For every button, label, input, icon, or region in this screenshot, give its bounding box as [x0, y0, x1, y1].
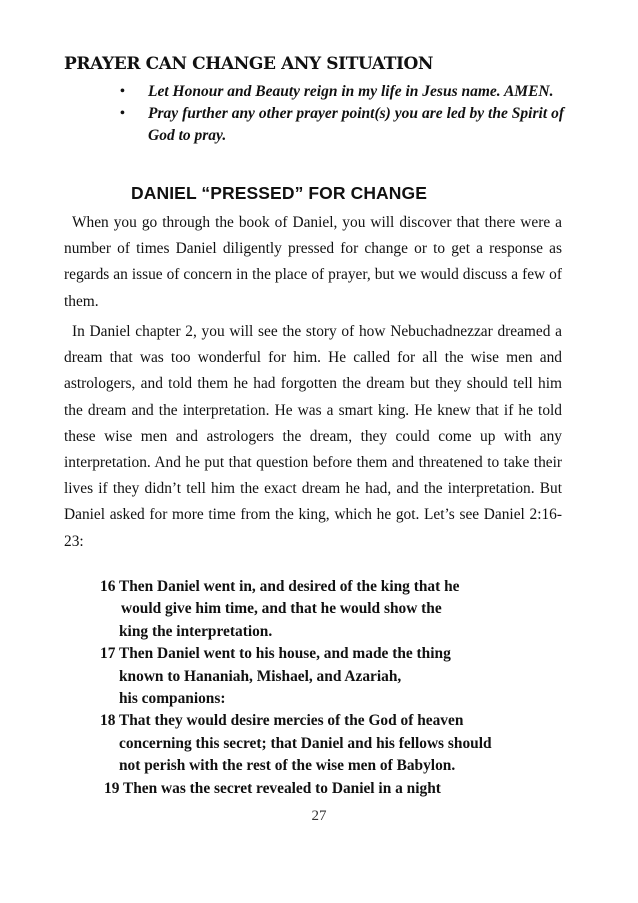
verse-18-line: not perish with the rest of the wise men of Babylon.: [119, 757, 456, 775]
verse-16-line: 16 Then Daniel went in, and desired of the king that he: [100, 578, 460, 595]
body-paragraph: When you go through the book of Daniel, you will discover that there were a number of times Daniel diligently pressed for change or to get a response as regards an issue of concern in the place of prayer, but we would discuss a few of them.: [64, 214, 562, 310]
verse-17-line: his companions:: [119, 690, 226, 708]
bullet-icon: •: [120, 84, 125, 99]
body-paragraph: In Daniel chapter 2, you will see the story of how Nebuchadnezzar dreamed a dream that was too wonderful for him. He called for all the wise men and astrologers, and told them he had forgotten the dream but they should tell him the dream and the interpretation. He was a smart king. He knew that if he told these wise men and astrologers the dream, they could come up with any interpretation. And he put that question before them and threatened to take their lives if they didn’t tell him the exact dream he had, and the interpretation. But Daniel asked for more time from the king, which he got. Let’s see Daniel 2:16-23:: [64, 323, 562, 550]
verse-18-line: 18 That they would desire mercies of the God of heaven: [100, 712, 464, 730]
verse-19-line: 19 Then was the secret revealed to Daniel in a night: [104, 779, 441, 797]
verse-16-line: king the interpretation.: [119, 622, 273, 640]
section-heading: DANIEL “PRESSED” FOR CHANGE: [131, 183, 428, 203]
verse-18-line: concerning this secret; that Daniel and his fellows should: [119, 734, 492, 752]
page-number: 27: [311, 808, 327, 824]
verse-16-line: would give him time, and that he would show the: [121, 600, 442, 618]
prayer-point-item: [120, 103, 564, 147]
running-header: PRAYER CAN CHANGE ANY SITUATION: [64, 54, 434, 74]
bullet-icon: •: [120, 106, 125, 121]
prayer-point-item: [120, 81, 564, 103]
prayer-point-text: Let Honour and Beauty reign in my life in Jesus name. AMEN.: [148, 83, 554, 100]
scripture-quote: [100, 576, 570, 800]
prayer-point-list: [120, 81, 564, 147]
prayer-point-text: Pray further any other prayer point(s) you are led by the Spirit of God to pray.: [148, 105, 564, 144]
verse-17-line: known to Hananiah, Mishael, and Azariah,: [119, 667, 402, 685]
verse-17-line: 17 Then Daniel went to his house, and made the thing: [100, 645, 451, 663]
